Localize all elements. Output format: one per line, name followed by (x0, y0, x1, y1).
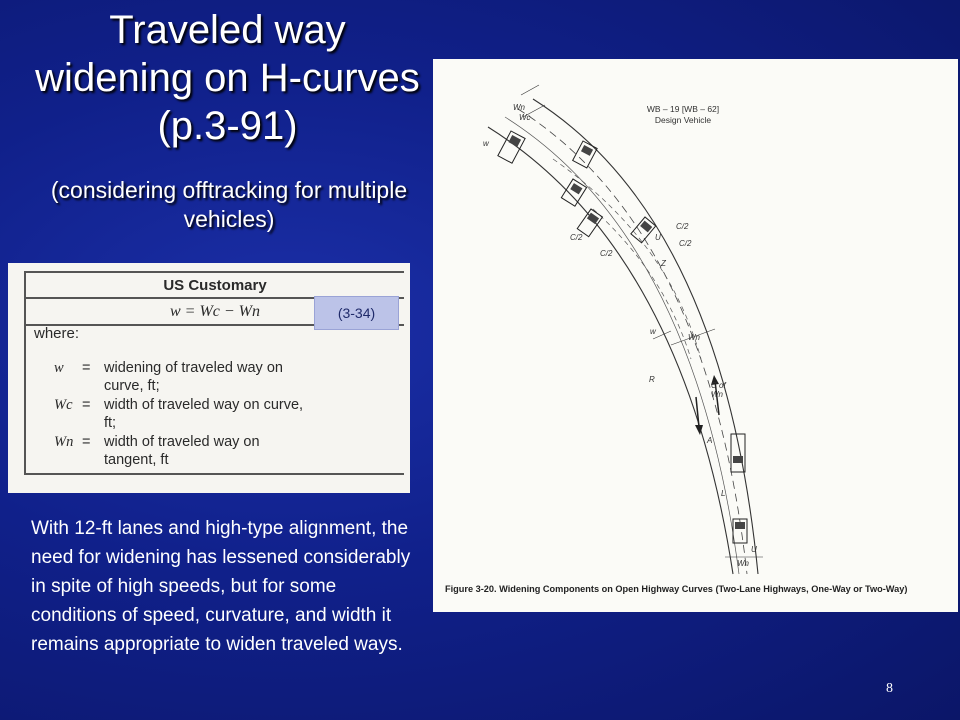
road-centerline (518, 109, 747, 574)
definition-text: width of traveled way on curve, ft; (104, 397, 304, 431)
equation-where-label: where: (34, 325, 80, 342)
definition-equals: = (82, 397, 91, 413)
equation-formula: w = Wc − Wn (26, 300, 404, 326)
label-centerline: C of Wn (711, 381, 726, 399)
equation-header: US Customary (26, 273, 404, 299)
slide-body-text: With 12-ft lanes and high-type alignment, the need for widening has lessened considerably in spite of high speeds, but for some conditions of speed, curvature, and width it remains appropriate to widen traveled ways. (31, 518, 411, 655)
figure-caption: Figure 3-20. Widening Components on Open Highway Curves (Two-Lane Highways, One-Way or Two-Way) (445, 584, 908, 594)
label-l: L (721, 489, 726, 498)
label-wn-bottom: Wn (737, 559, 749, 568)
label-z: Z (661, 259, 666, 268)
label-wc-top: Wc (519, 113, 531, 122)
definition-equals: = (82, 360, 91, 376)
label-r: R (649, 375, 655, 384)
equation-reference: (3-34) (314, 296, 399, 330)
label-wn-top: Wn (513, 103, 525, 112)
label-wn-mid: Wn (688, 333, 700, 342)
label-a: A (707, 436, 713, 445)
definition-wc (54, 396, 304, 432)
definition-equals: = (82, 434, 91, 450)
slide-title: Traveled way widening on H-curves (p.3-91) (35, 8, 420, 148)
label-u-bottom: U (751, 545, 757, 554)
road-edge-outer (488, 127, 733, 574)
vehicle-top-2 (561, 179, 586, 206)
label-c2-left2: C/2 (600, 249, 613, 258)
definition-text: width of traveled way on tangent, ft (104, 434, 260, 468)
label-c2-right2: C/2 (679, 239, 692, 248)
vehicle-mid-2 (631, 217, 656, 243)
definition-symbol: Wn (54, 434, 74, 450)
road-edge-inner (533, 99, 758, 574)
widening-figure (433, 59, 958, 612)
definition-symbol: w (54, 360, 64, 376)
definition-w (54, 359, 304, 395)
definition-symbol: Wc (54, 397, 73, 413)
design-vehicle-name: WB – 19 [WB – 62] (646, 104, 720, 114)
direction-arrow-down (696, 397, 699, 427)
offtrack-line-2 (593, 209, 691, 359)
label-c2-right1: C/2 (676, 222, 689, 231)
label-u: U (655, 233, 661, 242)
label-w-top: w (483, 139, 489, 148)
slide-subtitle: (considering offtracking for multiple vehicles) (50, 177, 408, 232)
dim-wn-top (521, 85, 539, 95)
road-edge-inner2 (505, 117, 739, 574)
vehicle-bottom-2 (733, 519, 747, 543)
design-vehicle-sub: Design Vehicle (654, 115, 712, 125)
definition-text: widening of traveled way on curve, ft; (104, 360, 283, 394)
page-number: 8 (886, 681, 893, 696)
vehicle-top-3 (573, 141, 597, 168)
design-vehicle-label (633, 104, 733, 126)
definition-wn (54, 433, 304, 469)
label-c2-left1: C/2 (570, 233, 583, 242)
label-w-mid: w (650, 327, 656, 336)
